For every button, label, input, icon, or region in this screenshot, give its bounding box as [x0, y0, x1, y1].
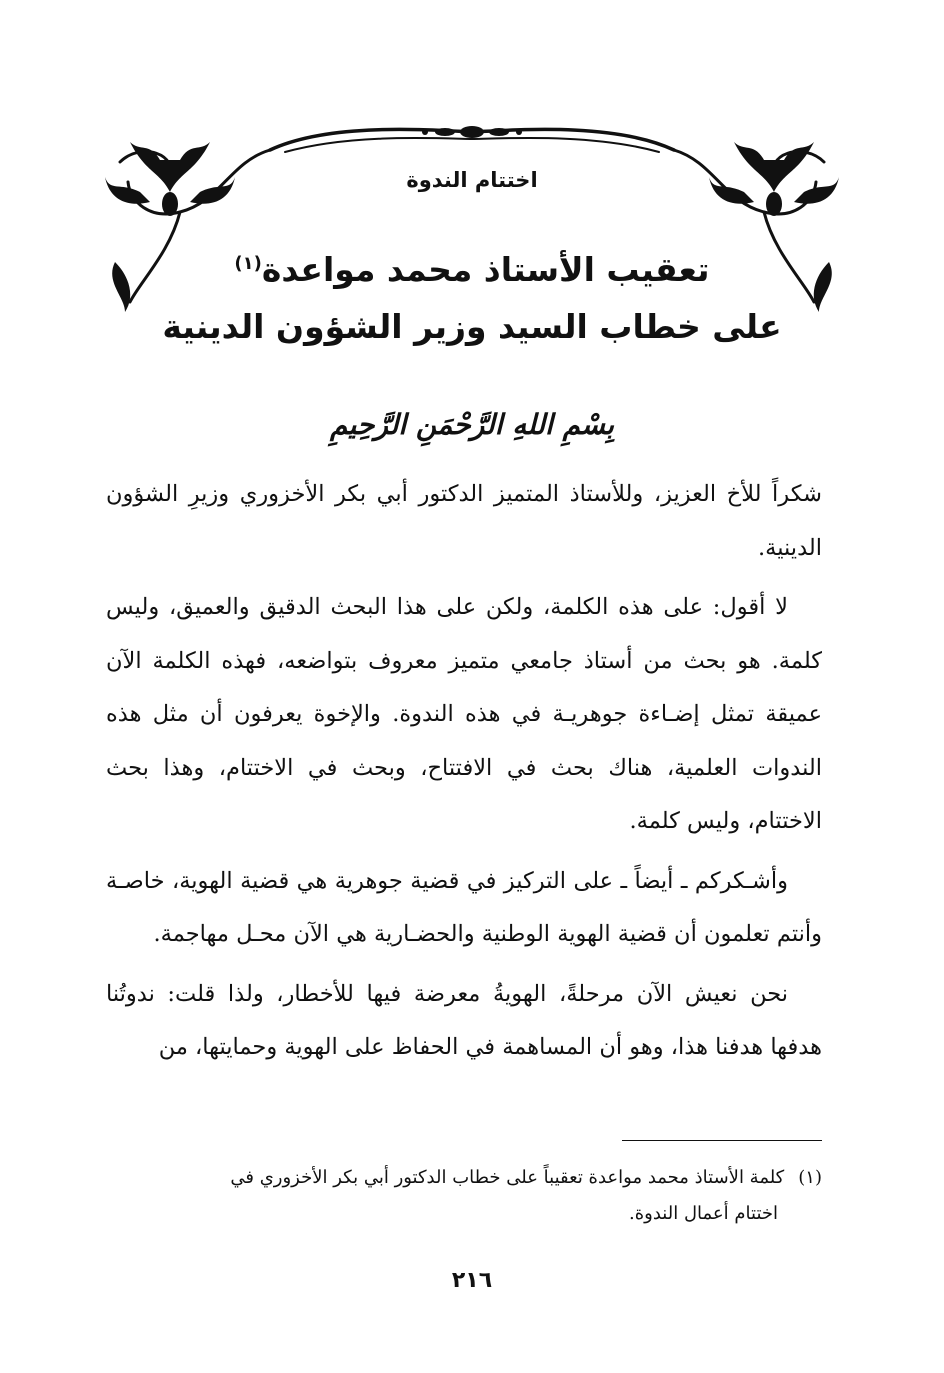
paragraph: لا أقول: على هذه الكلمة، ولكن على هذا البحث الدقيق والعميق، وليس كلمة. هو بحث من أستاذ جامعي متميز معروف بتواضعه، فهذه الكلمة الآن عميقة تمثل إضـاءة جوهريـة في هذه الندوة. والإخوة يعرفون أن مثل هذه الندوات العلمية، هناك بحث في الافتتاح، وبحث في الاختتام، وهذا بحث الاختتام، وليس كلمة. — [106, 594, 822, 834]
footnote-divider — [622, 1140, 822, 1141]
page-number: ٢١٦ — [451, 1268, 493, 1293]
paragraph: نحن نعيش الآن مرحلةً، الهويةُ معرضة فيها للأخطار، ولذا قلت: ندوتُنا هدفها هدفنا هذا، وهو أن المساهمة في الحفاظ على الهوية وحمايتها، من — [106, 980, 822, 1060]
section-label: اختتام الندوة — [406, 168, 538, 192]
page-title-text: تعقيب الأستاذ محمد مواعدة — [261, 250, 710, 289]
footnote-marker: (١) — [234, 253, 262, 274]
footnote-number: (١) — [798, 1167, 822, 1188]
page-title-line-1 — [0, 242, 944, 292]
footnote — [106, 1160, 822, 1232]
basmala: بِسْمِ اللهِ الرَّحْمَنِ الرَّحِيمِ — [330, 408, 614, 441]
footnote-text-line-1: كلمة الأستاذ محمد مواعدة تعقيباً على خطاب الدكتور أبي بكر الأخزوري في — [230, 1167, 785, 1188]
footnote-text-line-2: اختتام أعمال الندوة. — [629, 1203, 778, 1224]
paragraph: وأشـكركم ـ أيضاً ـ على التركيز في قضية جوهرية هي قضية الهوية، خاصـة وأنتم تعلمون أن قضية الهوية الوطنية والحضـارية هي الآن محـل مهاجمة. — [106, 867, 822, 947]
paragraph: شكراً للأخ العزيز، وللأستاذ المتميز الدكتور أبي بكر الأخزوري وزيرِ الشؤون الدينية. — [106, 481, 822, 561]
page-title-line-2: على خطاب السيد وزير الشؤون الدينية — [162, 307, 782, 346]
body-text — [106, 468, 822, 1081]
